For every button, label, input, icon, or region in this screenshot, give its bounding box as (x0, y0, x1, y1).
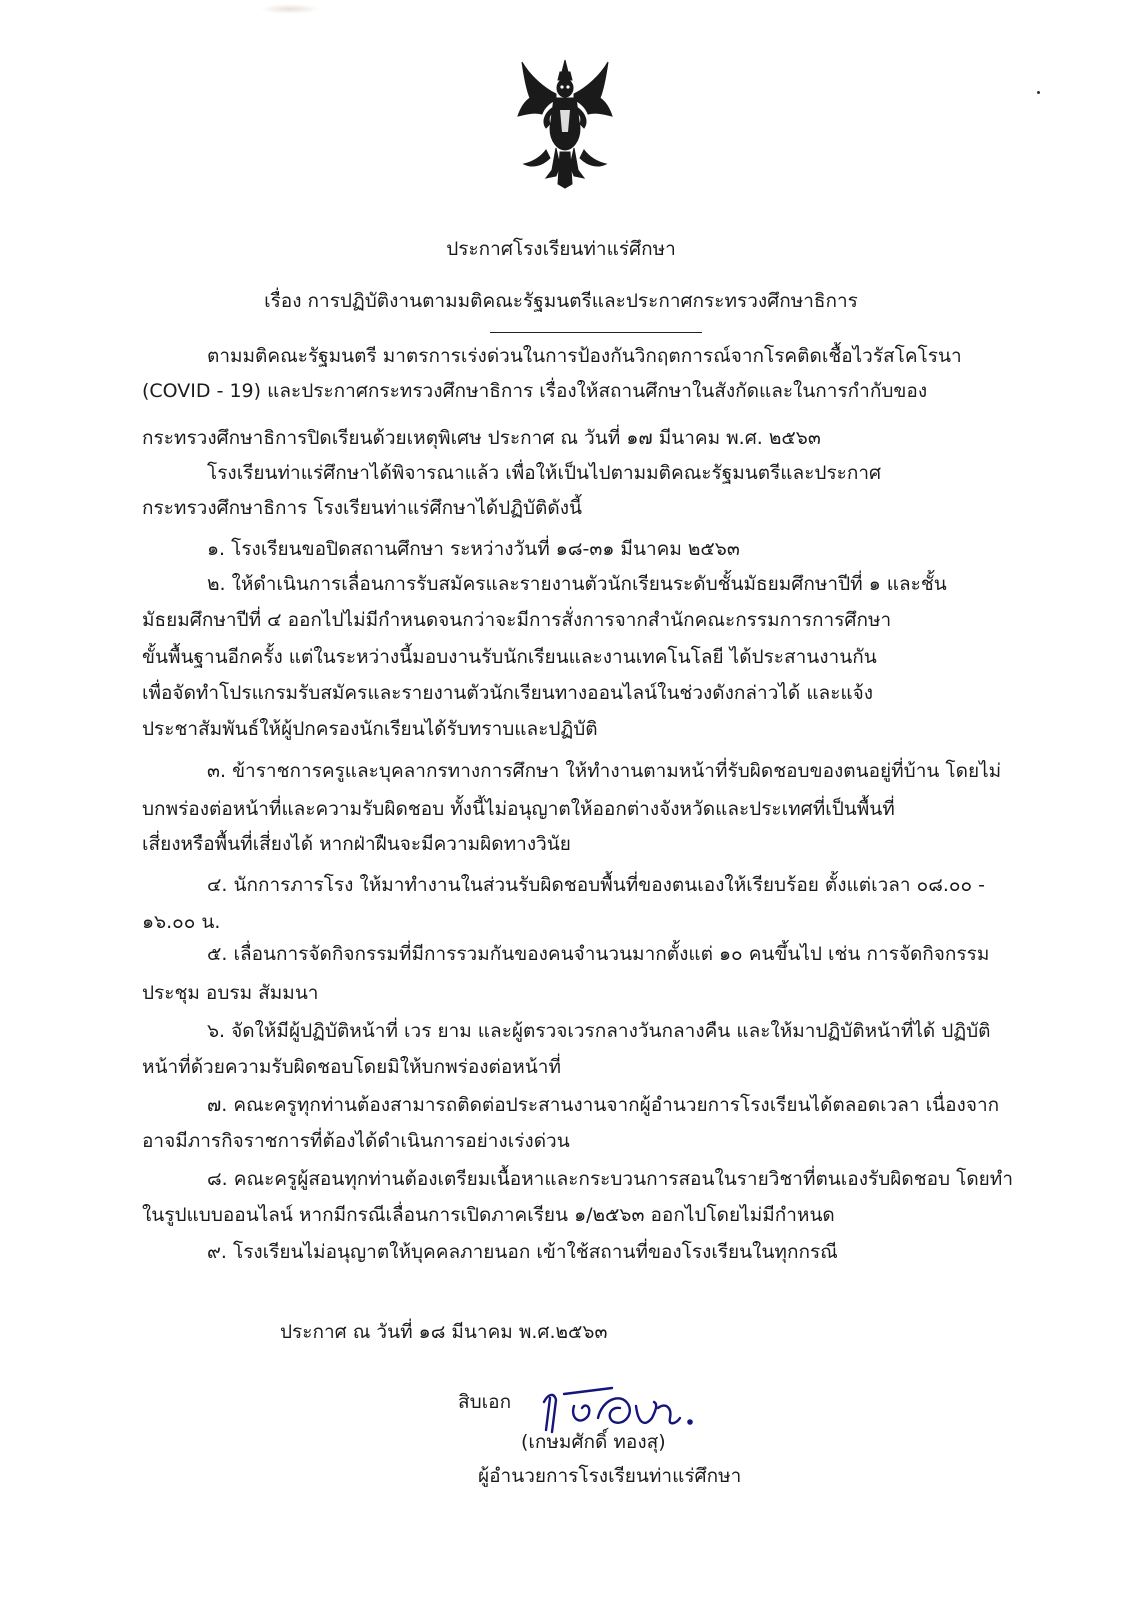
signatory-rank: สิบเอก (458, 1391, 512, 1413)
announcement-date: ประกาศ ณ วันที่ ๑๘ มีนาคม พ.ศ.๒๕๖๓ (280, 1321, 608, 1343)
list-item-continued: ประชุม อบรม สัมมนา (142, 982, 319, 1004)
intro-line: ตามมติคณะรัฐมนตรี มาตรการเร่งด่วนในการป้องกันวิกฤตการณ์จากโรคติดเชื้อไวรัสโคโรนา (207, 345, 962, 367)
signatory-name: (เกษมศักดิ์ ทองสุ) (521, 1431, 666, 1453)
list-item: ๘. คณะครูผู้สอนทุกท่านต้องเตรียมเนื้อหาและกระบวนการสอนในรายวิชาที่ตนเองรับผิดชอบ โดยทำ (207, 1168, 1013, 1190)
scan-artifact (260, 4, 320, 14)
list-item: ๗. คณะครูทุกท่านต้องสามารถติดต่อประสานงานจากผู้อำนวยการโรงเรียนได้ตลอดเวลา เนื่องจาก (207, 1094, 1000, 1116)
announcement-subject: เรื่อง การปฏิบัติงานตามมติคณะรัฐมนตรีและประกาศกระทรวงศึกษาธิการ (264, 290, 858, 312)
list-item: ๙. โรงเรียนไม่อนุญาตให้บุคคลภายนอก เข้าใช้สถานที่ของโรงเรียนในทุกกรณี (207, 1241, 838, 1263)
list-item-continued: เสี่ยงหรือพื้นที่เสี่ยงได้ หากฝ่าฝืนจะมีความผิดทางวินัย (142, 833, 571, 855)
list-item-continued: หน้าที่ด้วยความรับผิดชอบโดยมิให้บกพร่องต่อหน้าที่ (142, 1056, 561, 1078)
intro-line: โรงเรียนท่าแร่ศึกษาได้พิจารณาแล้ว เพื่อให้เป็นไปตามมติคณะรัฐมนตรีและประกาศ (207, 462, 882, 484)
list-item-continued: มัธยมศึกษาปีที่ ๔ ออกไปไม่มีกำหนดจนกว่าจะมีการสั่งการจากสำนักคณะกรรมการการศึกษา (142, 609, 892, 631)
list-item-continued: ขั้นพื้นฐานอีกครั้ง แต่ในระหว่างนี้มอบงานรับนักเรียนและงานเทคโนโลยี ได้ประสานงานกัน (142, 646, 877, 668)
list-item: ๑. โรงเรียนขอปิดสถานศึกษา ระหว่างวันที่ ๑๘-๓๑ มีนาคม ๒๕๖๓ (207, 538, 740, 560)
list-item-continued: เพื่อจัดทำโปรแกรมรับสมัครและรายงานตัวนักเรียนทางออนไลน์ในช่วงดังกล่าวได้ และแจ้ง (142, 682, 874, 704)
list-item-continued: ประชาสัมพันธ์ให้ผู้ปกครองนักเรียนได้รับทราบและปฏิบัติ (142, 718, 598, 740)
list-item: ๖. จัดให้มีผู้ปฏิบัติหน้าที่ เวร ยาม และผู้ตรวจเวรกลางวันกลางคืน และให้มาปฏิบัติหน้าที่ได้ ปฏิบัติ (207, 1020, 991, 1042)
list-item-continued: บกพร่องต่อหน้าที่และความรับผิดชอบ ทั้งนี้ไม่อนุญาตให้ออกต่างจังหวัดและประเทศที่เป็นพื้นที่ (142, 798, 895, 820)
announcement-title: ประกาศโรงเรียนท่าแร่ศึกษา (446, 238, 676, 260)
intro-line: กระทรวงศึกษาธิการ โรงเรียนท่าแร่ศึกษาได้ปฏิบัติดังนี้ (142, 497, 582, 519)
garuda-emblem-icon (516, 58, 614, 190)
list-item: ๒. ให้ดำเนินการเลื่อนการรับสมัครและรายงานตัวนักเรียนระดับชั้นมัธยมศึกษาปีที่ ๑ และชั้น (207, 573, 947, 595)
signatory-position: ผู้อำนวยการโรงเรียนท่าแร่ศึกษา (478, 1465, 742, 1487)
list-item-continued: อาจมีภารกิจราชการที่ต้องได้ดำเนินการอย่างเร่งด่วน (142, 1130, 570, 1152)
list-item: ๓. ข้าราชการครูและบุคลากรทางการศึกษา ให้ทำงานตามหน้าที่รับผิดชอบของตนอยู่ที่บ้าน โดยไม่ (207, 760, 1002, 782)
list-item-continued: ในรูปแบบออนไลน์ หากมีกรณีเลื่อนการเปิดภาคเรียน ๑/๒๕๖๓ ออกไปโดยไม่มีกำหนด (142, 1204, 835, 1226)
intro-line: (COVID - 19) และประกาศกระทรวงศึกษาธิการ เรื่องให้สถานศึกษาในสังกัดและในการกำกับของ (142, 380, 928, 402)
intro-line: กระทรวงศึกษาธิการปิดเรียนด้วยเหตุพิเศษ ประกาศ ณ วันที่ ๑๗ มีนาคม พ.ศ. ๒๕๖๓ (142, 427, 821, 449)
list-item-continued: ๑๖.๐๐ น. (142, 911, 221, 933)
list-item: ๕. เลื่อนการจัดกิจกรรมที่มีการรวมกันของคนจำนวนมากตั้งแต่ ๑๐ คนขึ้นไป เช่น การจัดกิจกรรม (207, 943, 990, 965)
scan-speck (1037, 91, 1040, 94)
handwritten-signature (540, 1378, 710, 1438)
list-item: ๔. นักการภารโรง ให้มาทำงานในส่วนรับผิดชอบพื้นที่ของตนเองให้เรียบร้อย ตั้งแต่เวลา ๐๘.๐๐ - (207, 874, 986, 896)
title-divider (490, 332, 702, 333)
